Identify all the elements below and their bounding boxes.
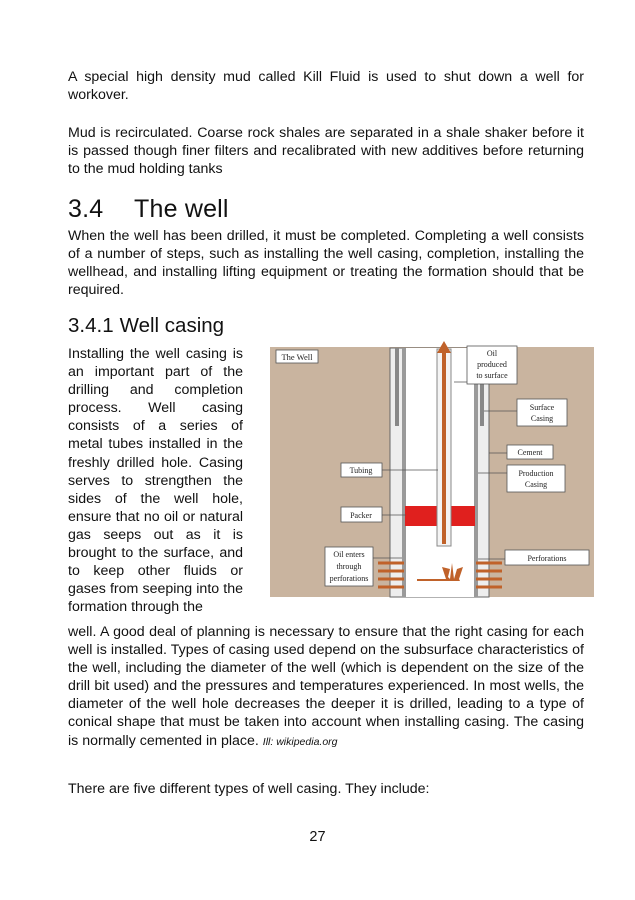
well-diagram [254, 341, 599, 603]
paragraph-types-intro: There are five different types of well casing. They include: [68, 781, 430, 797]
paragraph-kill-fluid: A special high density mud called Kill Fluid is used to shut down a well for workover. [68, 69, 584, 103]
label-oil-enters-1: Oil enters [333, 550, 365, 559]
label-surface-casing-2: Casing [530, 414, 554, 423]
page-number: 27 [309, 829, 326, 845]
section-number: 3.4 [68, 195, 104, 223]
label-oil-enters-2: through [336, 562, 362, 571]
label-oil-produced-1: Oil [486, 349, 498, 358]
label-oil-enters-3: perforations [329, 574, 369, 583]
label-surface-casing-1: Surface [529, 403, 555, 412]
surface-casing-left [395, 348, 399, 426]
casing-continued-text: well. A good deal of planning is necessary to ensure that the right casing for each well is installed. Types of casing used depend on the subsurface characteristics of the well, including the diameter of the well (which is dependent on the size of the drill bit used) and the pressures and temperatures experienced. In most wells, the diameter of the well hole decreases the deeper it is drilled, leading to a type of conical shape that must be taken into account when installing casing. The casing is normally cemented in place. [68, 624, 584, 749]
label-cement: Cement [517, 448, 543, 457]
label-the-well: The Well [281, 352, 313, 362]
label-oil-produced-3: to surface [476, 371, 508, 380]
subsection-heading [68, 314, 224, 338]
subsection-title: Well casing [119, 314, 225, 337]
production-casing-right [474, 348, 478, 597]
production-casing-left [402, 348, 406, 597]
label-production-casing-1: Production [518, 469, 554, 478]
label-packer: Packer [350, 511, 372, 520]
oil-up-arrow-shaft [442, 349, 446, 544]
paragraph-section-intro: When the well has been drilled, it must be completed. Completing a well consists of a number of steps, such as installing the well casing, completion, installing the wellhead, and installing lifting equipment or treating the formation should that be required. [68, 228, 584, 298]
well-diagram-svg [254, 341, 599, 603]
label-production-casing-2: Casing [524, 480, 548, 489]
label-perforations: Perforations [527, 554, 567, 563]
label-oil-produced-2: produced [477, 360, 507, 369]
paragraph-mud-recirculated: Mud is recirculated. Coarse rock shales are separated in a shale shaker before it is passed though finer filters and recalibrated with new additives before returning to the mud holding tanks [68, 125, 584, 177]
section-title: The well [134, 195, 229, 223]
subsection-number: 3.4.1 [68, 314, 114, 337]
image-credit: Ill: wikipedia.org [262, 735, 338, 748]
paragraph-casing-side: Installing the well casing is an important part of the drilling and completion process. Well casing consists of a series of metal tubes installed in the freshly drilled hole. Casing serves to strengthen the sides of the well hole, ensure that no oil or natural gas seeps out as it is brought to the surface, and to keep other fluids or gases from seeping into the formation through the [68, 346, 243, 616]
paragraph-casing-continued [68, 623, 584, 751]
section-heading [68, 195, 229, 224]
label-tubing: Tubing [349, 466, 373, 475]
